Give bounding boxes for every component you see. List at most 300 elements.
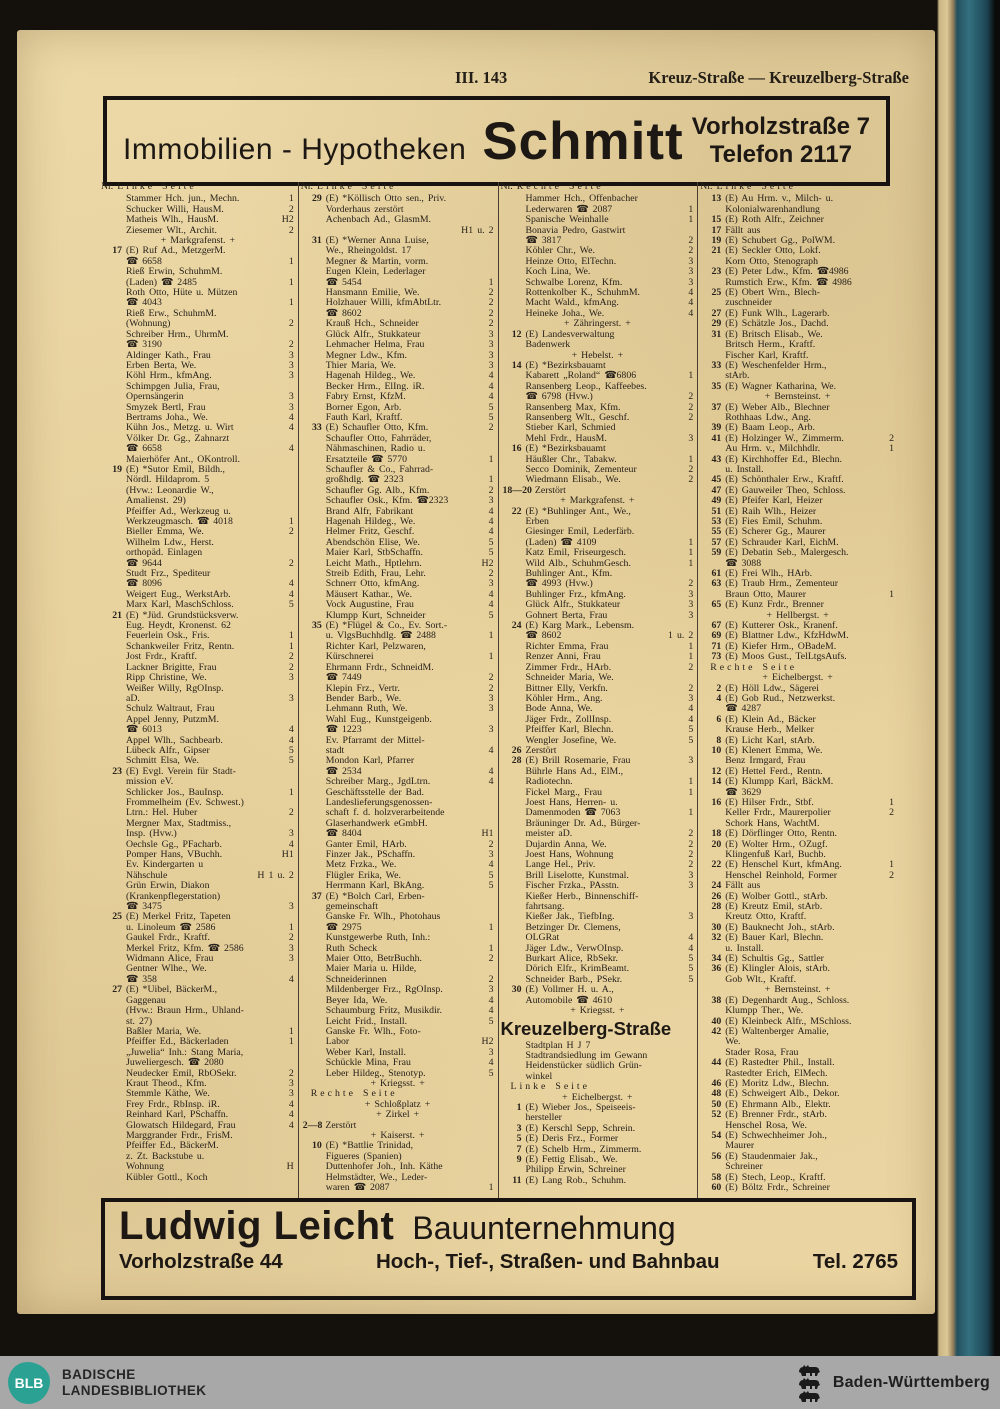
listing-line: Kolonialwarenhandlung bbox=[725, 203, 820, 215]
floor-number: 1 bbox=[288, 297, 294, 309]
listing-line: Ersatzteile ☎ 5770 1 bbox=[325, 453, 494, 465]
floor-number: 2 bbox=[688, 578, 694, 590]
floor-number: 4 bbox=[488, 380, 494, 392]
listing-line: Henschel Reinhold, Former 2 bbox=[725, 869, 894, 881]
listing-line: ☎ 3475 3 bbox=[126, 901, 294, 913]
house-number: 37 bbox=[311, 890, 322, 902]
listing-line: We. bbox=[725, 1036, 741, 1048]
listing-line: Schaufler Osk., Kfm. ☎2323 3 bbox=[325, 495, 494, 507]
listing-line: Rottenkolber K., SchuhmM. 4 bbox=[525, 287, 694, 299]
listing-line: Schneiderinnen 2 bbox=[325, 973, 494, 985]
listing-line: Kürschnerei 1 bbox=[325, 651, 494, 663]
listing-line: Au Hrm. v., Milchhdlr. 1 bbox=[725, 443, 894, 455]
house-number: 30 bbox=[511, 984, 522, 996]
listing-line: 73 (E) Moos Gust., TelLtgsAufs. bbox=[700, 652, 895, 662]
listing-line: ☎ 3629 bbox=[725, 786, 762, 798]
floor-number: 1 bbox=[288, 630, 294, 642]
floor-number: 4 bbox=[288, 724, 294, 736]
cross-street-marker: + Markgrafenst. + bbox=[160, 235, 236, 247]
listing-line: Henschel Rosa, We. bbox=[725, 1119, 807, 1131]
listing-line: Damenmoden ☎ 7063 1 bbox=[525, 807, 694, 819]
listing-line: Wengler Josefine, We. 5 bbox=[525, 734, 694, 746]
floor-number: 2 bbox=[688, 411, 694, 423]
listing-line: Marx Karl, MaschSchloss. 5 bbox=[126, 599, 294, 611]
listing-line: ☎ 4287 bbox=[725, 703, 762, 715]
listing-line: 38 (E) Degenhardt Aug., Schloss. bbox=[700, 996, 895, 1006]
house-number: 51 bbox=[711, 505, 722, 517]
floor-number: 1 bbox=[288, 786, 294, 798]
listing-line: Jäger Frdr., ZollInsp. 4 bbox=[525, 713, 694, 725]
listing-line: 54 (E) Schwechheimer Joh., bbox=[700, 1131, 895, 1141]
house-number: 25 bbox=[112, 911, 122, 923]
side-heading: Rechte Seite bbox=[310, 1088, 398, 1100]
listing-line: Klepin Frz., Vertr. 2 bbox=[325, 682, 494, 694]
floor-number: 1 bbox=[688, 547, 694, 559]
listing-line: 21 (E) *Jüd. Grundstücksverw. bbox=[101, 611, 295, 621]
listing-line: Gentner Wlhe., We. bbox=[126, 963, 207, 975]
floor-number: 4 bbox=[488, 1057, 494, 1069]
listing-line: 28 (E) Brill Rosemarie, Frau 3 bbox=[501, 756, 695, 766]
listing-column bbox=[698, 182, 898, 1198]
floor-number: 1 bbox=[288, 1025, 294, 1037]
listing-line: Neudecker Emil, RbOSekr. 2 bbox=[126, 1067, 294, 1079]
library-name bbox=[62, 1367, 206, 1399]
floor-number: 3 bbox=[688, 869, 694, 881]
cross-street-marker: + Bernsteinst. + bbox=[764, 984, 831, 996]
listing-line: Schucker Willi, HausM. 2 bbox=[126, 203, 294, 215]
floor-number: 1 bbox=[889, 588, 894, 600]
library-name-line1: BADISCHE bbox=[62, 1366, 136, 1382]
side-heading: Linke Seite bbox=[510, 1081, 590, 1093]
listing-line: Kabarett „Roland“ ☎6806 1 bbox=[525, 370, 694, 382]
listing-line: Wohnung H bbox=[126, 1161, 294, 1173]
listing-line: Spanische Weinhalle 1 bbox=[525, 214, 694, 226]
floor-number: 4 bbox=[288, 443, 294, 455]
house-number: 1 bbox=[516, 1101, 522, 1113]
listing-line: Bode Anna, We. 4 bbox=[525, 703, 694, 715]
floor-number: 3 bbox=[688, 432, 694, 444]
listing-line: Joest Hans, Wohnung 2 bbox=[525, 849, 694, 860]
listing-line: 25 (E) Obert Wrn., Blech- bbox=[700, 288, 895, 298]
house-number: 28 bbox=[711, 901, 722, 913]
listing-line: Merkel Fritz, Kfm. ☎ 2586 3 bbox=[126, 942, 294, 954]
listing-line: Klumpp Ther., We. bbox=[725, 1005, 804, 1017]
floor-number: 2 bbox=[688, 235, 694, 247]
listing-line: Jost Frdr., Kraftf. 2 bbox=[126, 651, 294, 663]
floor-number: 2 bbox=[688, 245, 694, 257]
listing-line: Badenwerk bbox=[525, 339, 571, 351]
listing-line: 30 (E) Bauknecht Joh., stArb. bbox=[700, 923, 895, 933]
floor-number: 5 bbox=[488, 1067, 494, 1079]
listing-line: 25 (E) Merkel Fritz, Tapeten bbox=[101, 912, 295, 922]
listing-line: ☎ 9644 2 bbox=[126, 557, 294, 569]
listing-line: fahrtsang. bbox=[525, 901, 565, 913]
floor-number: 4 bbox=[488, 1005, 494, 1017]
listing-line: Rieß Erwin, SchuhmM. bbox=[126, 266, 223, 278]
floor-number: 2 bbox=[488, 672, 494, 684]
ad-leicht-address: Vorholzstraße 44 bbox=[119, 1250, 283, 1273]
listing-line: Helmstädter, We., Leder- bbox=[325, 1171, 428, 1183]
listing-line: Flügler Erika, We. 5 bbox=[325, 869, 494, 881]
listing-line: Hansmann Emilie, We. 2 bbox=[325, 287, 494, 299]
listing-line: Matheis Wlh., HausM. H2 bbox=[126, 214, 294, 226]
listing-line: Gaggenau bbox=[126, 994, 166, 1006]
listing-line: schaft f. d. holzverarbeitende bbox=[325, 807, 445, 819]
listing-line: Secco Dominik, Zementeur 2 bbox=[525, 463, 694, 475]
listing-line: ☎ 6658 1 bbox=[126, 255, 294, 267]
listing-line: 6 (E) Klein Ad., Bäcker bbox=[700, 715, 895, 725]
house-number: 22 bbox=[511, 505, 522, 517]
listing-line: Bittner Elly, Verkfn. 2 bbox=[525, 682, 694, 694]
listing-line: 51 (E) Raih Wlh., Heizer bbox=[700, 507, 895, 517]
floor-number: 3 bbox=[488, 692, 494, 704]
listing-line: Bertrams Joha., We. 4 bbox=[126, 411, 294, 423]
house-number: 43 bbox=[711, 453, 722, 465]
house-number: 9 bbox=[516, 1153, 522, 1165]
floor-number: 3 bbox=[488, 578, 494, 590]
listing-line: 3 (E) Kerschl Sepp, Schrein. bbox=[501, 1124, 695, 1134]
listing-line: 2 (E) Höll Ldw., Sägerei bbox=[700, 684, 895, 694]
listing-line: Korn Otto, Stenograph bbox=[725, 255, 818, 267]
listing-line: Lübeck Alfr., Gipser 5 bbox=[126, 744, 294, 756]
listing-line: Kübler Gottl., Koch bbox=[126, 1171, 208, 1183]
listing-columns bbox=[99, 182, 898, 1198]
listing-line: z. Zt. Backstube u. bbox=[126, 1150, 205, 1162]
floor-number: H2 bbox=[281, 214, 294, 226]
house-number: 11 bbox=[512, 1174, 522, 1186]
house-number: 73 bbox=[711, 651, 722, 663]
listing-line: Köhler Chr., We. 2 bbox=[525, 245, 694, 257]
listing-line: Pfeiffer Ad., Werkzeug u. bbox=[126, 505, 231, 517]
listing-line: ☎ 358 4 bbox=[126, 973, 294, 985]
floor-number: 3 bbox=[488, 724, 494, 736]
floor-number: 3 bbox=[288, 953, 294, 965]
house-number: 24 bbox=[511, 620, 522, 632]
listing-line: Frommelheim (Ev. Schwest.) bbox=[126, 796, 244, 808]
floor-number: 1 u. 2 bbox=[668, 630, 694, 642]
listing-line: Stadtrandsiedlung im Gewann bbox=[525, 1049, 648, 1061]
listing-line: Ev. Kindergarten u bbox=[126, 859, 204, 871]
house-number: 3 bbox=[516, 1122, 522, 1134]
floor-number: 1 bbox=[488, 630, 494, 642]
listing-line: Gob Wlt., Kraftf. bbox=[725, 973, 797, 985]
listing-line: Becker Hrm., ElIng. iR. 4 bbox=[325, 380, 494, 392]
listing-line: Streib Edith, Frau, Lehr. 2 bbox=[325, 568, 494, 580]
floor-number: 2 bbox=[288, 318, 294, 330]
listing-line: Klingenfuß Karl, Buchb. bbox=[725, 849, 826, 860]
listing-line: Kunstgewerbe Ruth, Inh.: bbox=[325, 932, 431, 944]
listing-line: (Laden) ☎ 4109 1 bbox=[525, 536, 694, 548]
listing-line: Krause Herb., Melker bbox=[725, 724, 814, 736]
listing-line: 12 (E) Hettel Ferd., Rentn. bbox=[700, 767, 895, 777]
ad-schmitt bbox=[103, 96, 890, 186]
listing-line: Keller Frdr., Maurerpolier 2 bbox=[725, 807, 894, 819]
listing-line: Baßler Maria, We. 1 bbox=[126, 1025, 294, 1037]
listing-line: 46 (E) Moritz Ldw., Blechn. bbox=[700, 1079, 895, 1089]
floor-number: 1 bbox=[688, 776, 694, 788]
listing-line: großhdlg. ☎ 2323 1 bbox=[325, 474, 494, 486]
listing-line: 28 (E) Kreutz Emil, stArb. bbox=[700, 902, 895, 912]
ad-leicht-title bbox=[119, 1204, 898, 1249]
floor-number: 4 bbox=[488, 526, 494, 538]
house-number: 40 bbox=[711, 1015, 722, 1027]
floor-number: 5 bbox=[488, 1015, 494, 1027]
floor-number: 4 bbox=[488, 391, 494, 403]
floor-number: 4 bbox=[288, 578, 294, 590]
listing-line: Klumpp Kurt, Schneider 5 bbox=[325, 609, 494, 621]
floor-number: 2 bbox=[488, 953, 494, 965]
listing-line: Rieß Erw., SchuhmM. bbox=[126, 307, 217, 319]
listing-line: Feuerlein Osk., Fris. 1 bbox=[126, 630, 294, 642]
listing-line: Buhlinger Ant., Kfm. bbox=[525, 568, 613, 580]
floor-number: 1 bbox=[288, 255, 294, 267]
listing-line: 7 (E) Schelb Hrm., Zimmerm. bbox=[501, 1145, 695, 1155]
floor-number: 4 bbox=[288, 588, 294, 600]
listing-line: (Laden) ☎ 2485 1 bbox=[126, 276, 294, 288]
listing-line: ☎ 3190 2 bbox=[126, 339, 294, 351]
listing-line: 60 (E) Böltz Frdr., Schreiner bbox=[700, 1183, 895, 1193]
floor-number: 4 bbox=[288, 838, 294, 850]
listing-line: Helmer Fritz, Geschf. 4 bbox=[325, 526, 494, 538]
listing-line: 29 (E) *Köllisch Otto sen., Priv. bbox=[301, 194, 495, 204]
house-number: 60 bbox=[711, 1182, 722, 1193]
house-number: 47 bbox=[711, 484, 722, 496]
house-number: 15 bbox=[711, 214, 722, 226]
floor-number: 3 bbox=[488, 849, 494, 860]
listing-line: Ganske Fr. Wlh., Foto- bbox=[325, 1025, 421, 1037]
floor-number: 3 bbox=[488, 359, 494, 371]
listing-line: Richter Emma, Frau 1 bbox=[525, 640, 694, 652]
listing-line: 22 (E) Henschel Kurt, kfmAng. 1 bbox=[700, 860, 895, 870]
house-number: 22 bbox=[711, 859, 722, 871]
listing-line: 69 (E) Blattner Ldw., KfzHdwM. bbox=[700, 631, 895, 641]
floor-number: 3 bbox=[688, 276, 694, 288]
listing-line: Borner Egon, Arb. 5 bbox=[325, 401, 494, 413]
listing-line: 55 (E) Scherer Gg., Maurer bbox=[700, 527, 895, 537]
listing-line: Britsch Herm., Kraftf. bbox=[725, 339, 816, 351]
floor-number: 3 bbox=[288, 1088, 294, 1100]
listing-line: Finzer Jak., PSchaffn. 3 bbox=[325, 849, 494, 860]
floor-number: 2 bbox=[288, 339, 294, 351]
listing-line: Stadtplan H J 7 bbox=[525, 1039, 591, 1051]
listing-line: Schaufler Otto, Fahrräder, bbox=[325, 432, 432, 444]
listing-line: Köhl Hrm., kfmAng. 3 bbox=[126, 370, 294, 382]
listing-line: Ransenberg Leop., Kaffeebes. bbox=[525, 380, 647, 392]
floor-number: 1 bbox=[288, 921, 294, 933]
listing-line: Heineke Joha., We. 4 bbox=[525, 307, 694, 319]
floor-number: 2 bbox=[288, 1067, 294, 1079]
listing-line: Ransenberg Wlt., Geschf. 2 bbox=[525, 411, 694, 423]
listing-line: Maier Karl, StbSchaffn. 5 bbox=[325, 547, 494, 559]
floor-number: H2 bbox=[481, 557, 494, 569]
floor-number: 4 bbox=[288, 1119, 294, 1131]
house-number: 37 bbox=[711, 401, 722, 413]
listing-line: OLGRat 4 bbox=[525, 932, 694, 944]
house-number: 27 bbox=[711, 307, 722, 319]
floor-number: 4 bbox=[288, 1109, 294, 1121]
listing-column bbox=[499, 182, 699, 1198]
house-number: 16 bbox=[711, 796, 722, 808]
listing-line: Erben Berta, We. 3 bbox=[126, 359, 294, 371]
cross-street-marker: + Zirkel + bbox=[376, 1109, 420, 1121]
listing-line: 22 (E) *Buhlinger Ant., We., bbox=[501, 507, 695, 517]
listing-line: Aldinger Kath., Frau 3 bbox=[126, 349, 294, 361]
floor-number: 1 bbox=[688, 640, 694, 652]
cross-street-marker: + Hebelst. + bbox=[571, 349, 624, 361]
ad-schmitt-tagline: Immobilien - Hypotheken bbox=[123, 132, 467, 166]
listing-line: Glück Alfr., Stukkateur 3 bbox=[525, 599, 694, 611]
listing-line: Nördl. Hildaprom. 5 bbox=[126, 474, 210, 486]
listing-line: Maier Maria u. Hilde, bbox=[325, 963, 417, 975]
cross-street-marker: + Bernsteinst. + bbox=[764, 391, 831, 403]
floor-number: 2 bbox=[488, 973, 494, 985]
listing-line: Heinze Otto, ElTechn. 3 bbox=[525, 255, 694, 267]
listing-line: Pfeiffer Karl, Blechn. 5 bbox=[525, 724, 694, 736]
house-number: 67 bbox=[711, 620, 722, 632]
listing-line: Pfeiffer Ed., Bäckerladen 1 bbox=[126, 1036, 294, 1048]
floor-number: 5 bbox=[488, 536, 494, 548]
listing-line: Leicht Math., Hptlehrn. H2 bbox=[325, 557, 494, 569]
floor-number: 3 bbox=[488, 984, 494, 996]
listing-line: Ransenberg Max, Kfm. 2 bbox=[525, 401, 694, 413]
listing-line: Koch Lina, We. 3 bbox=[525, 266, 694, 278]
listing-line: Rumstich Erw., Kfm. ☎ 4986 bbox=[725, 276, 852, 288]
listing-line: 13 (E) Au Hrm. v., Milch- u. bbox=[700, 194, 895, 204]
listing-line: ☎ 8096 4 bbox=[126, 578, 294, 590]
listing-line: ☎ 4043 1 bbox=[126, 297, 294, 309]
listing-line: Schnerr Otto, kfmAng. 3 bbox=[325, 578, 494, 590]
floor-number: 2 bbox=[288, 932, 294, 944]
listing-line: Rastedter Erich, ElMech. bbox=[725, 1067, 828, 1079]
cross-street-marker: + Eichelbergst. + bbox=[762, 672, 833, 684]
listing-line: 41 (E) Holzinger W., Zimmerm. 2 bbox=[700, 434, 895, 444]
listing-line: 26 (E) Wolber Gottl., stArb. bbox=[700, 892, 895, 902]
listing-line: Metz Frzka., We. 4 bbox=[325, 859, 494, 871]
house-number: 46 bbox=[711, 1077, 722, 1089]
listing-line: Schmitt Elsa, We. 5 bbox=[126, 755, 294, 767]
listing-line: Bonavia Pedro, Gastwirt bbox=[525, 224, 626, 236]
listing-line: u. VlgsBuchhdlg. ☎ 2488 1 bbox=[325, 630, 494, 642]
listing-line: 14 (E) *Bezirksbauamt bbox=[501, 361, 695, 371]
listing-line: Schreiber Marg., JgdLtrn. 4 bbox=[325, 776, 494, 788]
floor-number: 1 bbox=[688, 557, 694, 569]
listing-line: Weißer Willy, RgOInsp. bbox=[126, 682, 224, 694]
floor-number: 3 bbox=[288, 942, 294, 954]
house-number: 34 bbox=[711, 953, 722, 965]
listing-line: Figueres (Spanien) bbox=[325, 1150, 402, 1162]
listing-line: (Hvw.: Leonardie W., bbox=[126, 484, 214, 496]
floor-number: 1 bbox=[688, 370, 694, 382]
house-number: 2 bbox=[716, 682, 722, 694]
listing-line: Lackner Brigitte, Frau 2 bbox=[126, 661, 294, 673]
house-number: 32 bbox=[711, 932, 722, 944]
floor-number: 3 bbox=[488, 339, 494, 351]
listing-line: Lehmacher Helma, Frau 3 bbox=[325, 339, 494, 351]
column-header: Nr. Linke Seite bbox=[101, 182, 197, 192]
listing-line: 49 (E) Pfeifer Karl, Heizer bbox=[700, 496, 895, 506]
listing-line: 31 (E) Britsch Elisab., We. bbox=[700, 330, 895, 340]
floor-number: 3 bbox=[288, 1077, 294, 1089]
listing-line: Kühn Jos., Metzg. u. Wirt 4 bbox=[126, 422, 294, 434]
listing-line: Bieller Emma, We. 2 bbox=[126, 526, 294, 538]
listing-line: 53 (E) Fies Emil, Schuhm. bbox=[700, 517, 895, 527]
ad-leicht-brand: Ludwig Leicht bbox=[119, 1204, 395, 1248]
listing-line: Maier Otto, BetrBuchh. 2 bbox=[325, 953, 494, 965]
cross-street-marker: + Schloßplatz + bbox=[364, 1098, 431, 1110]
floor-number: 4 bbox=[488, 994, 494, 1006]
ad-schmitt-address: Vorholzstraße 7 bbox=[691, 112, 870, 140]
listing-line: Ev. Pfarramt der Mittel- bbox=[325, 734, 425, 746]
listing-line: 23 (E) Evgl. Verein für Stadt- bbox=[101, 767, 295, 777]
floor-number: 3 bbox=[288, 828, 294, 840]
listing-line: 16 (E) *Bezirksbauamt bbox=[501, 444, 695, 454]
listing-line: Abendschön Elise, We. 5 bbox=[325, 536, 494, 548]
floor-number: 2 bbox=[688, 474, 694, 486]
listing-line: Eugen Klein, Lederlager bbox=[325, 266, 426, 278]
listing-line: Roth Otto, Hüte u. Mützen bbox=[126, 287, 238, 299]
listing-line: ☎ 3088 bbox=[725, 557, 762, 569]
listing-line: Nähmaschinen, Radio u. bbox=[325, 443, 426, 455]
house-number: 28 bbox=[511, 755, 522, 767]
floor-number: 3 bbox=[488, 495, 494, 507]
ad-schmitt-brand: Schmitt bbox=[482, 111, 684, 171]
listing-line: Werkzeugmasch. ☎ 4018 1 bbox=[126, 516, 294, 527]
side-heading: Rechte Seite bbox=[710, 661, 798, 673]
floor-number: 3 bbox=[688, 588, 694, 600]
floor-number: 3 bbox=[688, 692, 694, 704]
house-number: 33 bbox=[311, 422, 322, 434]
listing-line: Fischer Frzka., PAsstn. 3 bbox=[525, 880, 694, 892]
listing-line: 45 (E) Schönthaler Erw., Kraftf. bbox=[700, 475, 895, 485]
floor-number: 2 bbox=[688, 463, 694, 475]
house-number: 13 bbox=[711, 193, 722, 205]
floor-number: 5 bbox=[688, 963, 694, 975]
listing-line: ☎ 2975 1 bbox=[325, 921, 494, 933]
region-name: Baden-Württemberg bbox=[832, 1373, 990, 1391]
listing-line: Pfeiffer Ed., BäckerM. bbox=[126, 1140, 219, 1152]
floor-number: 3 bbox=[488, 328, 494, 340]
listing-line: Leber Hildeg., Stenotyp. 5 bbox=[325, 1067, 494, 1079]
house-number: 58 bbox=[711, 1171, 722, 1183]
house-number: 56 bbox=[711, 1150, 722, 1162]
listing-line: Mildenberger Frz., RgOInsp. 3 bbox=[325, 984, 494, 996]
listing-line: 47 (E) Gauweiler Theo, Schloss. bbox=[700, 486, 895, 496]
floor-number: 4 bbox=[488, 599, 494, 611]
listing-line: Stemmle Käthe, We. 3 bbox=[126, 1088, 294, 1100]
house-number: 19 bbox=[711, 235, 722, 247]
floor-number: 2 bbox=[889, 807, 894, 819]
listing-line: Pomper Hans, VBuchh. H1 bbox=[126, 849, 294, 860]
listing-line: Macht Wald., kfmAng. 4 bbox=[525, 297, 694, 309]
cross-street-marker: + Kriegsst. + bbox=[570, 1005, 625, 1017]
page-header bbox=[17, 68, 935, 88]
listing-line: Häußler Chr., Tabakw. 1 bbox=[525, 453, 694, 465]
floor-number: 3 bbox=[288, 370, 294, 382]
listing-line: Schreiner bbox=[725, 1161, 763, 1173]
floor-number: 4 bbox=[288, 411, 294, 423]
floor-number: 4 bbox=[688, 932, 694, 944]
floor-number: 2 bbox=[288, 557, 294, 569]
floor-number: 3 bbox=[288, 401, 294, 413]
listing-line: zuschneider bbox=[725, 297, 773, 309]
floor-number: 1 bbox=[288, 516, 294, 527]
listing-line: Jäger Ldw., VerwOInsp. 4 bbox=[525, 942, 694, 954]
listing-line: ☎ 4993 (Hvw.) 2 bbox=[525, 578, 694, 590]
listing-line: orthopäd. Einlagen bbox=[126, 547, 203, 559]
floor-number: 4 bbox=[488, 776, 494, 788]
floor-number: 4 bbox=[288, 1098, 294, 1110]
listing-line: Insp. (Hvw.) 3 bbox=[126, 828, 294, 840]
